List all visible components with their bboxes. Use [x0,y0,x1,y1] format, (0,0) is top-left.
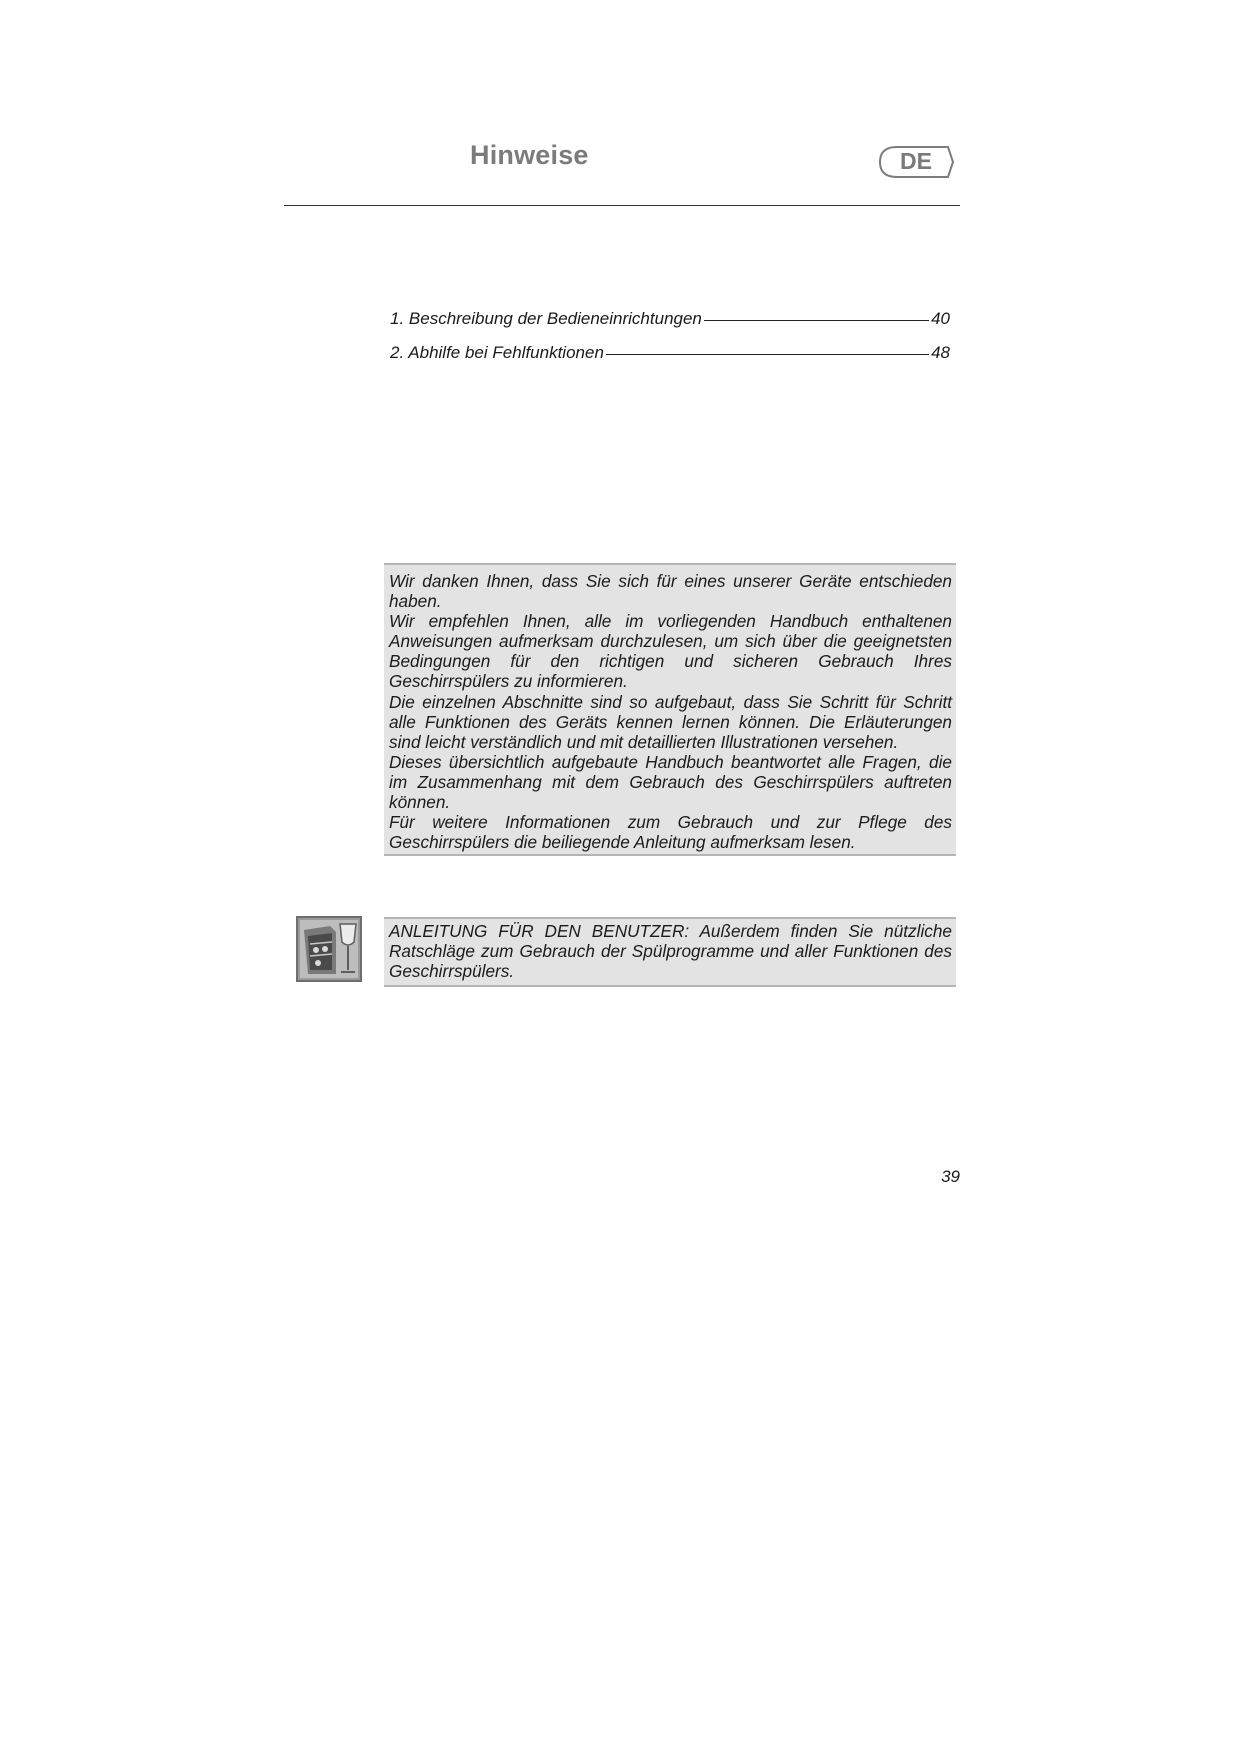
intro-paragraph: Dieses übersichtlich aufgebaute Handbuch beantwortet alle Fragen, die im Zusammenhang mit dem Gebrauch des Geschirrspülers auftreten können. [389,751,952,813]
intro-paragraph: Wir empfehlen Ihnen, alle im vorliegenden Handbuch enthaltenen Anweisungen aufmerksam durchzulesen, um sich über die geeignetsten Bedingungen für den richtigen und sicheren Gebrauch Ihres Geschirrspülers zu informieren. [389,611,952,692]
toc-leader-line [704,320,929,321]
toc-entry-label: 1. Beschreibung der Bedieneinrichtungen [390,309,702,328]
page-number: 39 [941,1167,960,1186]
intro-paragraph: Die einzelnen Abschnitte sind so aufgebaut, dass Sie Schritt für Schritt alle Funktionen des Geräts kennen lernen können. Die Erläuterungen sind leicht verständlich und mit detaillierten Illustrationen versehen. [389,691,952,752]
table-of-contents [390,309,950,377]
toc-entry-label: 2. Abhilfe bei Fehlfunktionen [390,343,604,362]
toc-leader-line [606,354,929,355]
intro-paragraph: Für weitere Informationen zum Gebrauch und zur Pflege des Geschirrspülers die beiliegende Anleitung aufmerksam lesen. [389,812,952,853]
language-label: DE [900,148,932,174]
header-divider [284,205,960,206]
toc-entry[interactable] [390,309,950,343]
intro-paragraph: Wir danken Ihnen, dass Sie sich für eines unserer Geräte entschieden haben. [389,571,952,612]
user-guide-note-box [384,917,956,987]
toc-entry-page: 48 [931,343,950,362]
page-title: Hinweise [470,140,589,170]
language-badge [878,143,954,181]
intro-text-box [384,563,956,856]
toc-entry-page: 40 [931,309,950,328]
toc-entry[interactable] [390,343,950,377]
dishwasher-manual-icon [296,916,362,982]
user-guide-note-text: ANLEITUNG FÜR DEN BENUTZER: Außerdem finden Sie nützliche Ratschläge zum Gebrauch der Spülprogramme und aller Funktionen des Geschirrspülers. [389,921,952,982]
